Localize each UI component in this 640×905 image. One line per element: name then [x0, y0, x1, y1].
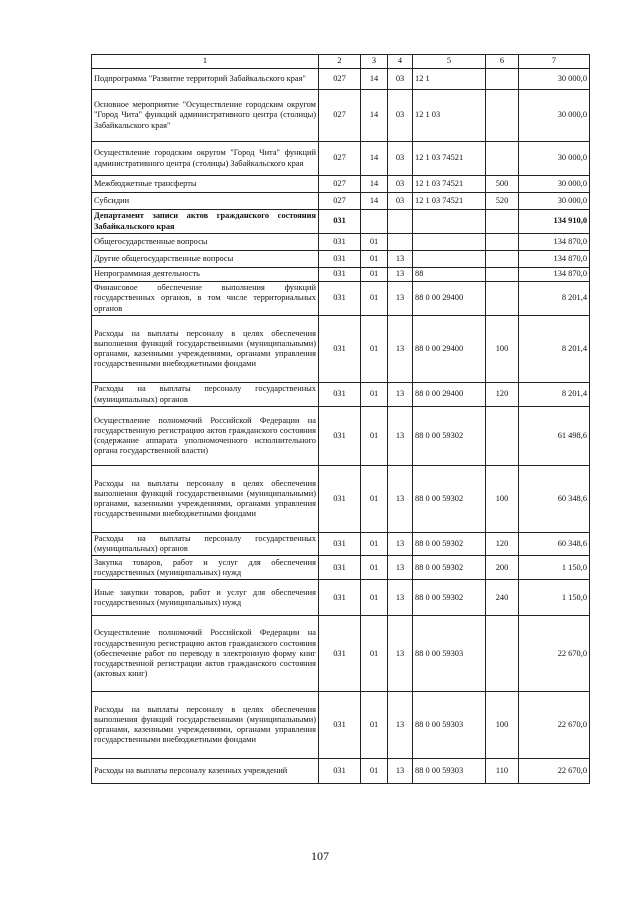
row-name-cell: Другие общегосударственные вопросы — [92, 251, 319, 268]
target-article-cell: 12 1 03 74521 — [413, 142, 486, 176]
subsection-code-cell: 13 — [388, 407, 413, 466]
amount-cell: 30 000,0 — [519, 176, 590, 193]
section-code-cell: 01 — [361, 407, 388, 466]
row-name-cell: Осуществление городским округом "Город Чита" функций административного центра (столицы) Забайкальского края — [92, 142, 319, 176]
admin-code-cell: 031 — [319, 316, 361, 383]
row-name-cell: Финансовое обеспечение выполнения функций государственных органов, в том числе территориальных органов — [92, 282, 319, 316]
table-row — [92, 759, 590, 784]
row-name-cell: Расходы на выплаты персоналу в целях обеспечения выполнения функций государственными (муниципальными) органами, казенными учреждениями, органами управления государственными внебюджетными фондами — [92, 316, 319, 383]
expense-type-cell: 240 — [486, 580, 519, 616]
target-article-cell: 88 0 00 59302 — [413, 580, 486, 616]
column-header: 7 — [519, 55, 590, 69]
subsection-code-cell: 03 — [388, 176, 413, 193]
admin-code-cell: 031 — [319, 616, 361, 692]
expense-type-cell — [486, 268, 519, 282]
target-article-cell: 88 0 00 59302 — [413, 533, 486, 556]
expense-type-cell: 100 — [486, 692, 519, 759]
subsection-code-cell: 13 — [388, 251, 413, 268]
subsection-code-cell: 13 — [388, 383, 413, 407]
column-header-row — [92, 55, 590, 69]
target-article-cell — [413, 210, 486, 234]
row-name-cell: Подпрограмма "Развитие территорий Забайкальского края" — [92, 69, 319, 90]
row-name-cell: Осуществление полномочий Российской Федерации на государственную регистрацию актов гражданского состояния (обеспечение работ по переводу в электронную форму книг государственной регистрации актов гражданского состояния (актовых книг) — [92, 616, 319, 692]
expense-type-cell: 110 — [486, 759, 519, 784]
subsection-code-cell: 13 — [388, 692, 413, 759]
row-name-cell: Расходы на выплаты персоналу в целях обеспечения выполнения функций государственными (муниципальными) органами, казенными учреждениями, органами управления государственными внебюджетными фондами — [92, 466, 319, 533]
expense-type-cell — [486, 407, 519, 466]
amount-cell: 30 000,0 — [519, 142, 590, 176]
section-code-cell: 14 — [361, 193, 388, 210]
admin-code-cell: 027 — [319, 69, 361, 90]
expense-type-cell: 520 — [486, 193, 519, 210]
row-name-cell: Межбюджетные трансферты — [92, 176, 319, 193]
table-row — [92, 556, 590, 580]
target-article-cell: 88 0 00 59303 — [413, 616, 486, 692]
row-name-cell: Непрограммная деятельность — [92, 268, 319, 282]
section-code-cell: 14 — [361, 90, 388, 142]
section-code-cell: 14 — [361, 69, 388, 90]
section-code-cell: 01 — [361, 759, 388, 784]
row-name-cell: Департамент записи актов гражданского состояния Забайкальского края — [92, 210, 319, 234]
table-row — [92, 383, 590, 407]
table-row — [92, 316, 590, 383]
subsection-code-cell: 03 — [388, 193, 413, 210]
expense-type-cell — [486, 616, 519, 692]
expense-type-cell — [486, 210, 519, 234]
subsection-code-cell: 13 — [388, 533, 413, 556]
target-article-cell: 88 0 00 59302 — [413, 466, 486, 533]
section-code-cell: 01 — [361, 692, 388, 759]
section-code-cell: 01 — [361, 316, 388, 383]
table-row — [92, 268, 590, 282]
section-code-cell: 01 — [361, 383, 388, 407]
table-row — [92, 616, 590, 692]
subsection-code-cell: 13 — [388, 282, 413, 316]
section-code-cell: 01 — [361, 533, 388, 556]
subsection-code-cell: 13 — [388, 616, 413, 692]
admin-code-cell: 031 — [319, 268, 361, 282]
row-name-cell: Закупка товаров, работ и услуг для обеспечения государственных (муниципальных) нужд — [92, 556, 319, 580]
admin-code-cell: 031 — [319, 580, 361, 616]
table-row — [92, 234, 590, 251]
admin-code-cell: 031 — [319, 210, 361, 234]
expense-type-cell: 120 — [486, 383, 519, 407]
amount-cell: 134 870,0 — [519, 251, 590, 268]
expense-type-cell — [486, 251, 519, 268]
target-article-cell: 12 1 — [413, 69, 486, 90]
target-article-cell: 12 1 03 74521 — [413, 176, 486, 193]
amount-cell: 8 201,4 — [519, 316, 590, 383]
column-header: 1 — [92, 55, 319, 69]
table-row — [92, 193, 590, 210]
subsection-code-cell: 13 — [388, 268, 413, 282]
subsection-code-cell: 03 — [388, 69, 413, 90]
section-code-cell: 01 — [361, 282, 388, 316]
row-name-cell: Расходы на выплаты персоналу государственных (муниципальных) органов — [92, 533, 319, 556]
amount-cell: 22 670,0 — [519, 616, 590, 692]
admin-code-cell: 031 — [319, 533, 361, 556]
admin-code-cell: 031 — [319, 251, 361, 268]
section-code-cell: 01 — [361, 251, 388, 268]
amount-cell: 1 150,0 — [519, 580, 590, 616]
admin-code-cell: 027 — [319, 142, 361, 176]
expense-type-cell — [486, 142, 519, 176]
table-row — [92, 69, 590, 90]
target-article-cell: 88 0 00 59303 — [413, 692, 486, 759]
expense-type-cell — [486, 282, 519, 316]
row-name-cell: Иные закупки товаров, работ и услуг для обеспечения государственных (муниципальных) нужд — [92, 580, 319, 616]
section-code-cell: 14 — [361, 142, 388, 176]
amount-cell: 8 201,4 — [519, 383, 590, 407]
target-article-cell: 88 — [413, 268, 486, 282]
subsection-code-cell — [388, 210, 413, 234]
section-code-cell: 01 — [361, 616, 388, 692]
admin-code-cell: 031 — [319, 759, 361, 784]
column-header: 3 — [361, 55, 388, 69]
section-code-cell: 01 — [361, 466, 388, 533]
table-row — [92, 142, 590, 176]
amount-cell: 30 000,0 — [519, 69, 590, 90]
table-row — [92, 466, 590, 533]
row-name-cell: Общегосударственные вопросы — [92, 234, 319, 251]
table-row — [92, 176, 590, 193]
amount-cell: 8 201,4 — [519, 282, 590, 316]
amount-cell: 30 000,0 — [519, 193, 590, 210]
subsection-code-cell — [388, 234, 413, 251]
expense-type-cell — [486, 90, 519, 142]
expense-type-cell: 100 — [486, 466, 519, 533]
table-row — [92, 407, 590, 466]
amount-cell: 61 498,6 — [519, 407, 590, 466]
table-row — [92, 251, 590, 268]
admin-code-cell: 031 — [319, 383, 361, 407]
subsection-code-cell: 13 — [388, 580, 413, 616]
column-header: 4 — [388, 55, 413, 69]
expense-type-cell: 120 — [486, 533, 519, 556]
amount-cell: 60 348,6 — [519, 533, 590, 556]
expense-type-cell: 100 — [486, 316, 519, 383]
admin-code-cell: 031 — [319, 234, 361, 251]
row-name-cell: Осуществление полномочий Российской Федерации на государственную регистрацию актов гражданского состояния (содержание аппарата уполномоченного исполнительного органа государственной власти) — [92, 407, 319, 466]
section-code-cell: 01 — [361, 268, 388, 282]
target-article-cell: 12 1 03 74521 — [413, 193, 486, 210]
page-number: 107 — [311, 849, 329, 863]
table-row — [92, 90, 590, 142]
target-article-cell: 88 0 00 29400 — [413, 383, 486, 407]
row-name-cell: Расходы на выплаты персоналу государственных (муниципальных) органов — [92, 383, 319, 407]
section-code-cell: 01 — [361, 580, 388, 616]
expense-type-cell: 500 — [486, 176, 519, 193]
subsection-code-cell: 13 — [388, 466, 413, 533]
column-header: 5 — [413, 55, 486, 69]
subsection-code-cell: 03 — [388, 142, 413, 176]
section-code-cell: 01 — [361, 234, 388, 251]
subsection-code-cell: 13 — [388, 316, 413, 383]
amount-cell: 22 670,0 — [519, 692, 590, 759]
admin-code-cell: 027 — [319, 193, 361, 210]
table-row — [92, 282, 590, 316]
admin-code-cell: 031 — [319, 692, 361, 759]
budget-table — [91, 54, 590, 784]
section-code-cell: 14 — [361, 176, 388, 193]
row-name-cell: Расходы на выплаты персоналу в целях обеспечения выполнения функций государственными (муниципальными) органами, казенными учреждениями, органами управления государственными внебюджетными фондами — [92, 692, 319, 759]
target-article-cell: 88 0 00 59302 — [413, 556, 486, 580]
row-name-cell: Субсидии — [92, 193, 319, 210]
row-name-cell: Расходы на выплаты персоналу казенных учреждений — [92, 759, 319, 784]
target-article-cell: 88 0 00 59302 — [413, 407, 486, 466]
amount-cell: 30 000,0 — [519, 90, 590, 142]
table-row — [92, 533, 590, 556]
target-article-cell: 88 0 00 59303 — [413, 759, 486, 784]
column-header: 6 — [486, 55, 519, 69]
row-name-cell: Основное мероприятие "Осуществление городским округом "Город Чита" функций административного центра (столицы) Забайкальского края" — [92, 90, 319, 142]
subsection-code-cell: 03 — [388, 90, 413, 142]
target-article-cell: 88 0 00 29400 — [413, 282, 486, 316]
admin-code-cell: 031 — [319, 407, 361, 466]
subsection-code-cell: 13 — [388, 556, 413, 580]
amount-cell: 60 348,6 — [519, 466, 590, 533]
admin-code-cell: 031 — [319, 556, 361, 580]
target-article-cell — [413, 234, 486, 251]
target-article-cell: 12 1 03 — [413, 90, 486, 142]
admin-code-cell: 031 — [319, 282, 361, 316]
amount-cell: 1 150,0 — [519, 556, 590, 580]
admin-code-cell: 027 — [319, 176, 361, 193]
table-row — [92, 580, 590, 616]
admin-code-cell: 027 — [319, 90, 361, 142]
table-row — [92, 692, 590, 759]
amount-cell: 134 910,0 — [519, 210, 590, 234]
expense-type-cell: 200 — [486, 556, 519, 580]
target-article-cell — [413, 251, 486, 268]
table-body — [92, 55, 590, 784]
expense-type-cell — [486, 69, 519, 90]
section-code-cell: 01 — [361, 556, 388, 580]
section-code-cell — [361, 210, 388, 234]
column-header: 2 — [319, 55, 361, 69]
subsection-code-cell: 13 — [388, 759, 413, 784]
expense-type-cell — [486, 234, 519, 251]
amount-cell: 22 670,0 — [519, 759, 590, 784]
amount-cell: 134 870,0 — [519, 234, 590, 251]
admin-code-cell: 031 — [319, 466, 361, 533]
amount-cell: 134 870,0 — [519, 268, 590, 282]
table-row — [92, 210, 590, 234]
target-article-cell: 88 0 00 29400 — [413, 316, 486, 383]
